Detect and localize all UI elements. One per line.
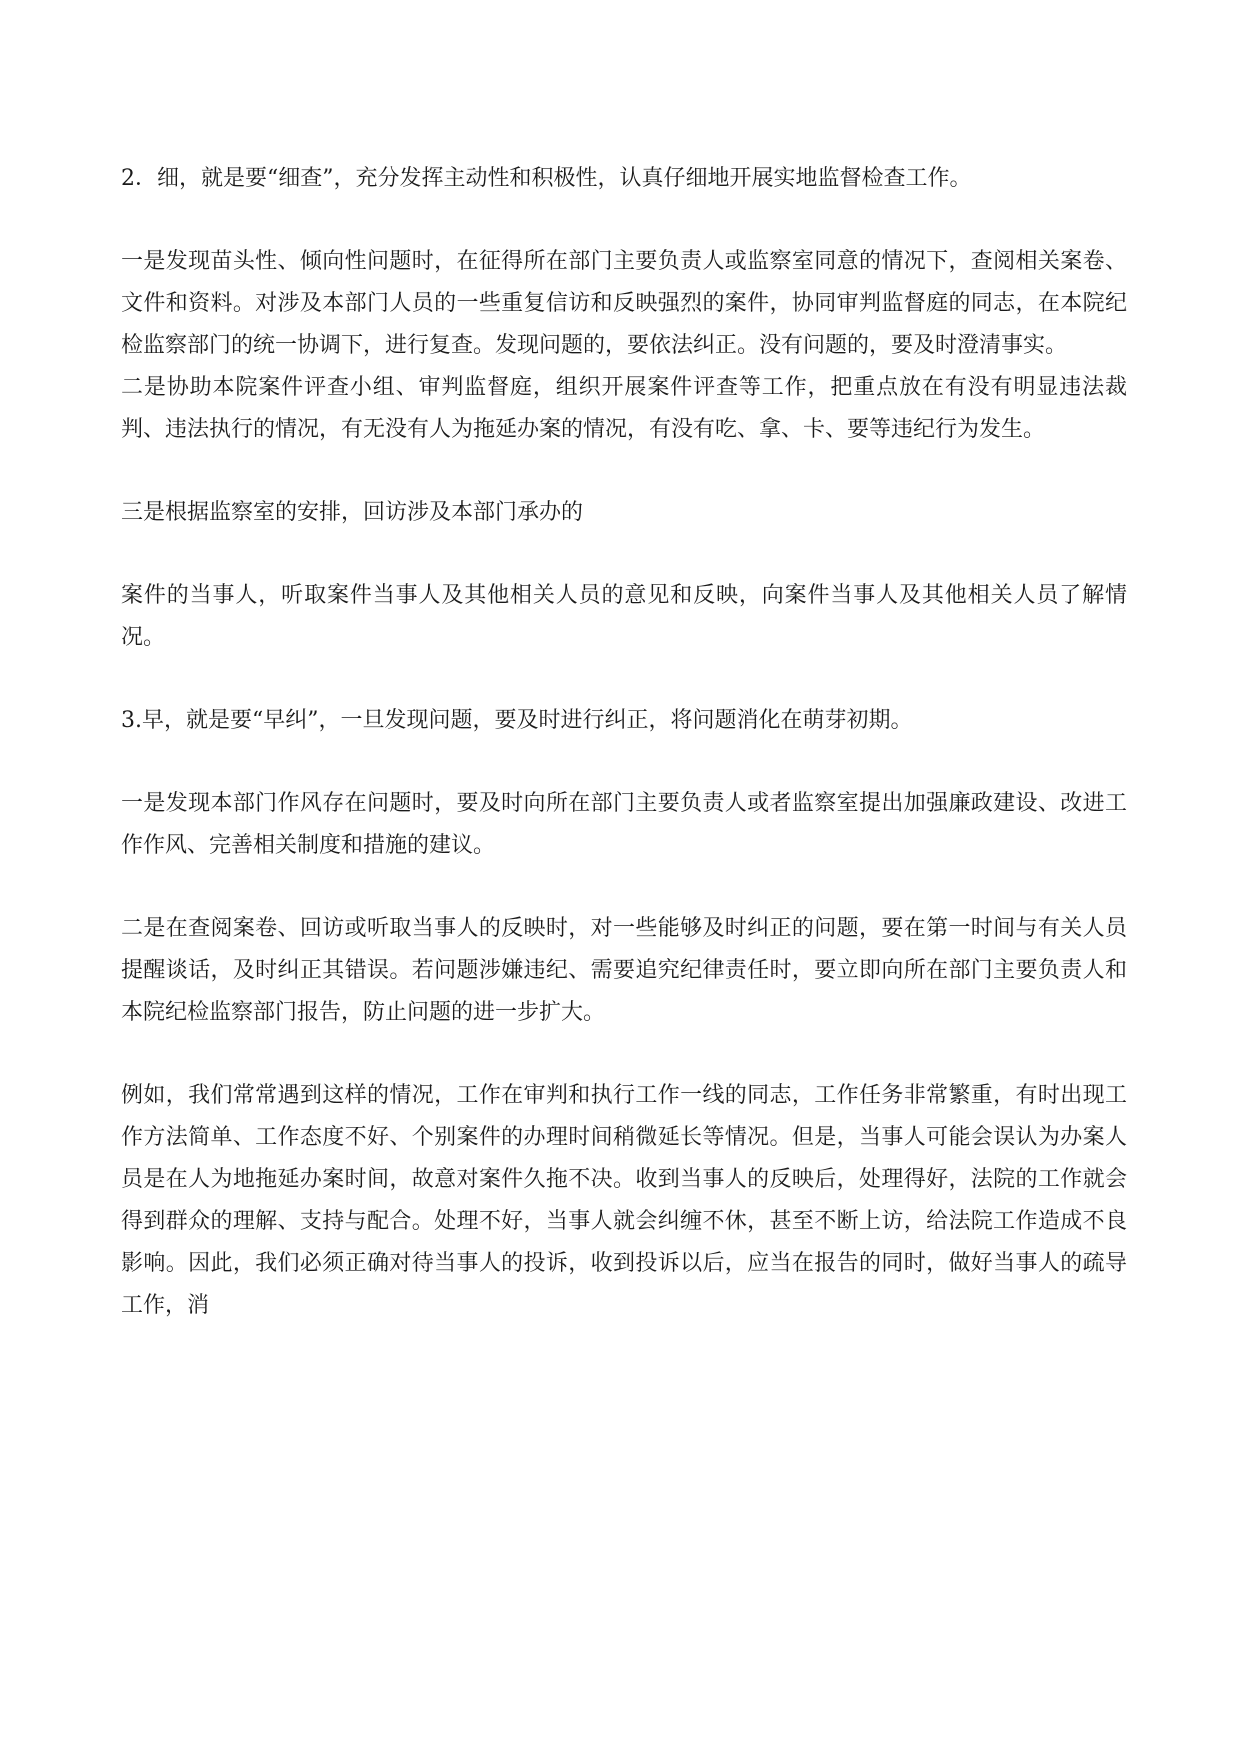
paragraph-early-first-point: 一是发现本部门作风存在问题时，要及时向所在部门主要负责人或者监察室提出加强廉政建设、改进工作作风、完善相关制度和措施的建议。 bbox=[121, 791, 1127, 858]
paragraph-item-2-detail: 2．细，就是要“细查”，充分发挥主动性和积极性，认真仔细地开展实地监督检查工作。 bbox=[121, 166, 972, 191]
paragraph-third-point-continued: 案件的当事人，听取案件当事人及其他相关人员的意见和反映，向案件当事人及其他相关人员了解情况。 bbox=[121, 583, 1127, 650]
paragraph-second-point-evaluation: 二是协助本院案件评查小组、审判监督庭，组织开展案件评查等工作，把重点放在有没有明显违法裁判、违法执行的情况，有无没有人为拖延办案的情况，有没有吃、拿、卡、要等违纪行为发生。 bbox=[121, 375, 1127, 442]
document-body bbox=[121, 158, 1127, 1327]
paragraph-early-second-point: 二是在查阅案卷、回访或听取当事人的反映时，对一些能够及时纠正的问题，要在第一时间与有关人员提醒谈话，及时纠正其错误。若问题涉嫌违纪、需要追究纪律责任时，要立即向所在部门主要负责人和本院纪检监察部门报告，防止问题的进一步扩大。 bbox=[121, 916, 1127, 1025]
paragraph-example: 例如，我们常常遇到这样的情况，工作在审判和执行工作一线的同志，工作任务非常繁重，有时出现工作方法简单、工作态度不好、个别案件的办理时间稍微延长等情况。但是，当事人可能会误认为办案人员是在人为地拖延办案时间，故意对案件久拖不决。收到当事人的反映后，处理得好，法院的工作就会得到群众的理解、支持与配合。处理不好，当事人就会纠缠不休，甚至不断上访，给法院工作造成不良影响。因此，我们必须正确对待当事人的投诉，收到投诉以后，应当在报告的同时，做好当事人的疏导工作，消 bbox=[121, 1083, 1127, 1318]
paragraph-item-3-early: 3.早，就是要“早纠”，一旦发现问题，要及时进行纠正，将问题消化在萌芽初期。 bbox=[121, 708, 913, 733]
paragraph-first-point-inspection: 一是发现苗头性、倾向性问题时，在征得所在部门主要负责人或监察室同意的情况下，查阅相关案卷、文件和资料。对涉及本部门人员的一些重复信访和反映强烈的案件，协同审判监督庭的同志，在本院纪检监察部门的统一协调下，进行复查。发现问题的，要依法纠正。没有问题的，要及时澄清事实。 bbox=[121, 249, 1127, 358]
paragraph-third-point-followup: 三是根据监察室的安排，回访涉及本部门承办的 bbox=[121, 500, 584, 525]
